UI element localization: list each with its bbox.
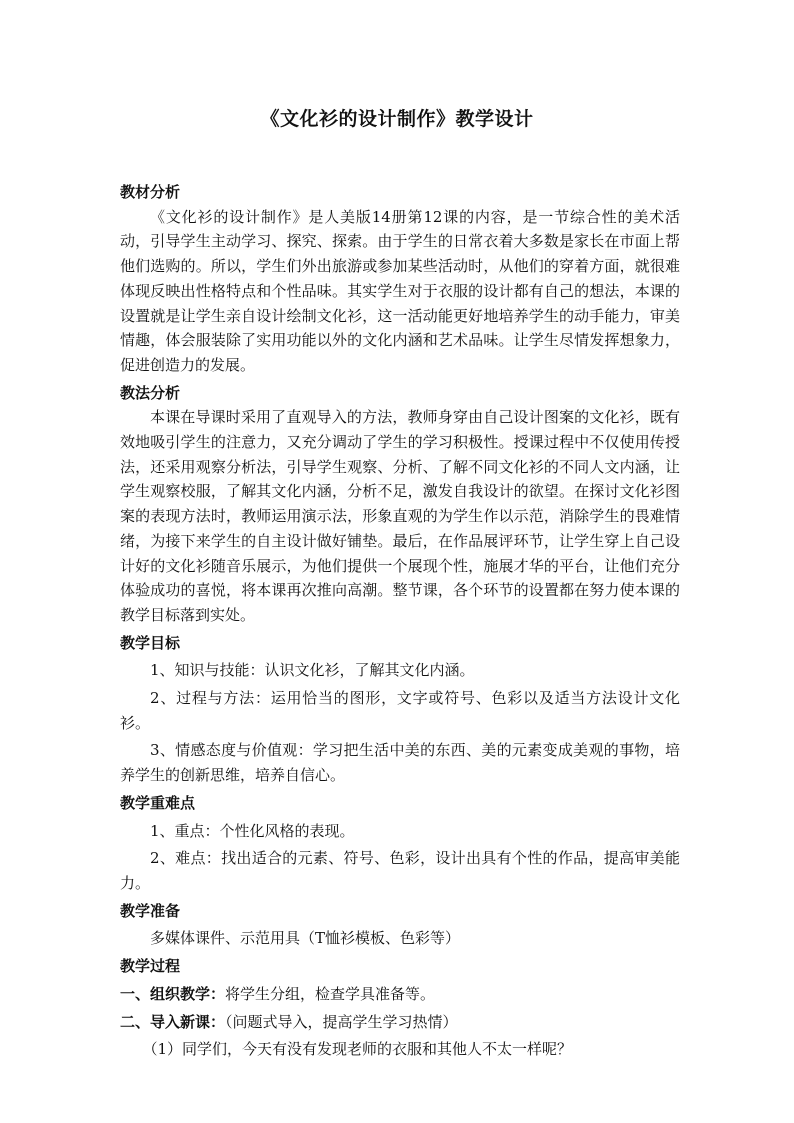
list-item-mubiao-3: 3、情感态度与价值观：学习把生活中美的东西、美的元素变成美观的事物，培养学生的创新思维，培养自信心。 <box>120 741 680 785</box>
step-2-label: 二、导入新课： <box>120 1012 226 1031</box>
step-1-label: 一、组织教学： <box>120 984 226 1003</box>
heading-jiaocai: 教材分析 <box>120 183 181 201</box>
list-item-zhongnan-1: 1、重点：个性化风格的表现。 <box>150 821 355 840</box>
paragraph-zhunbei: 多媒体课件、示范用具（T恤衫模板、色彩等） <box>150 929 461 948</box>
list-item-mubiao-1: 1、知识与技能：认识文化衫，了解其文化内涵。 <box>150 661 475 680</box>
heading-mubiao: 教学目标 <box>120 633 181 652</box>
paragraph-jiaofa: 本课在导课时采用了直观导入的方法，教师身穿由自己设计图案的文化衫，既有效地吸引学生的注意力，又充分调动了学生的学习积极性。授课过程中不仅使用传授法，还采用观察分析法，引导学生观察、分析、了解不同文化衫的不同人文内涵，让学生观察校服，了解其文化内涵，分析不足，激发自我设计的欲望。在探讨文化衫图案的表现方法时，教师运用演示法，形象直观的为学生作以示范，消除学生的畏难情绪，为接下来学生的自主设计做好铺垫。最后，在作品展评环节，让学生穿上自己设计好的文化衫随音乐展示，为他们提供一个展现个性，施展才华的平台，让他们充分体验成功的喜悦，将本课再次推向高潮。整节课，各个环节的设置都在努力使本课的教学目标落到实处。 <box>120 408 680 624</box>
heading-jiaofa: 教法分析 <box>120 383 181 402</box>
list-item-mubiao-2: 2、过程与方法：运用恰当的图形，文字或符号、色彩以及适当方法设计文化衫。 <box>120 689 680 732</box>
step-1-text: 将学生分组，检查学具准备等。 <box>225 984 436 1003</box>
heading-guocheng: 教学过程 <box>120 957 181 976</box>
step-2 <box>120 1010 680 1035</box>
paragraph-jiaocai: 《文化衫的设计制作》是人美版14册第12课的内容，是一节综合性的美术活动，引导学生主动学习、探究、探索。由于学生的日常衣着大多数是家长在市面上帮他们选购的。所以，学生们外出旅游或参加某些活动时，从他们的穿着方面，就很难体现反映出性格特点和个性品味。其实学生对于衣服的设计都有自己的想法，本课的设置就是让学生亲自设计绘制文化衫，这一活动能更好地培养学生的动手能力，审美情趣，体会服装除了实用功能以外的文化内涵和艺术品味。让学生尽情发挥想象力，促进创造力的发展。 <box>120 207 680 374</box>
document-title: 《文化衫的设计制作》教学设计 <box>260 108 534 130</box>
question-1: （1）同学们，今天有没有发现老师的衣服和其他人不太一样呢？ <box>142 1040 573 1059</box>
heading-zhunbei: 教学准备 <box>120 901 181 920</box>
list-item-zhongnan-2: 2、难点：找出适合的元素、符号、色彩，设计出具有个性的作品，提高审美能力。 <box>120 849 680 892</box>
document-body <box>120 180 680 1062</box>
heading-zhongnan: 教学重难点 <box>120 793 196 812</box>
step-2-text: （问题式导入，提高学生学习热情） <box>225 1012 458 1031</box>
step-1 <box>120 982 680 1007</box>
